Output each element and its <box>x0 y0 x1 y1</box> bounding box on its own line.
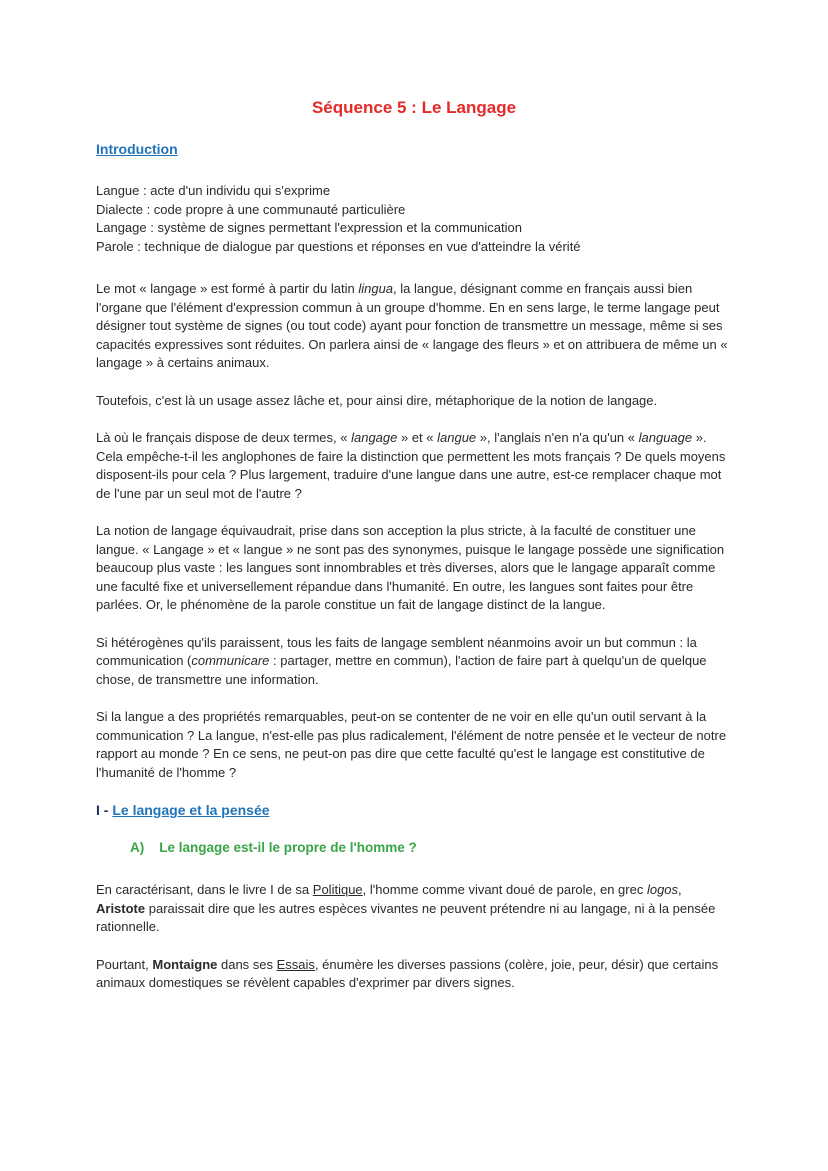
text-run: communicare <box>191 653 270 668</box>
text-run: La notion de langage équivaudrait, prise dans son acception la plus stricte, à la faculté de constituer une langue. « Langage » et « langue » ne sont pas des synonymes, puisque le langage possède une signification beaucoup plus vaste : les langues sont innombrables et très diverses, alors que le langage apparaît comme une faculté fixe et universellement répandue dans l'humanité. En outre, les langues sont faites pour être parlées. Or, le phénomène de la parole constitue un fait de langage distinct de la langue. <box>96 523 728 612</box>
paragraph-montaigne <box>96 956 732 993</box>
text-run: , <box>678 882 686 897</box>
section-number: I - <box>96 802 113 818</box>
text-run: Aristote <box>96 900 146 916</box>
text-run: langage <box>351 430 398 445</box>
text-run: Pourtant, <box>96 956 153 972</box>
text-run: ». Cela empêche-t-il les anglophones de faire la distinction que permettent les mots français ? De quels moyens disposent-ils pour cela ? Plus largement, traduire d'une langue dans une autre, est-ce remplacer chaque mot de l'une par un seul mot de l'autre ? <box>96 430 730 501</box>
text-run: A) Le langage est-il le propre de l'homme ? <box>130 840 417 855</box>
text-run: Introduction <box>96 141 178 157</box>
text-run: , la langue, désignant comme en français aussi bien l'organe que l'élément d'expression commun à un groupe d'homme. En en sens large, le terme langage peut désigner tout système de signes (ou tout code) ayant pour fonction de transmettre un message, même si ses capacités expressives sont réduites. On parlera ainsi de « langage des fleurs » et on attribuera de même un « langage » à certains animaux. <box>96 281 732 370</box>
document-body <box>96 140 732 993</box>
section-heading-1 <box>96 801 732 820</box>
text-run: logos <box>646 882 679 897</box>
definitions-paragraph <box>96 182 732 256</box>
text-run: » et « <box>397 430 438 445</box>
text-run: En caractérisant, dans le livre I de sa <box>96 882 313 897</box>
paragraph-heterogenes <box>96 634 732 690</box>
text-run: langue <box>437 430 477 445</box>
text-run: language <box>638 430 693 445</box>
section-title: Le langage et la pensée <box>112 802 270 818</box>
text-run: Si la langue a des propriétés remarquables, peut-on se contenter de ne voir en elle qu'un outil servant à la communication ? La langue, n'est-elle pas plus radicalement, l'élément de notre pensée et le vecteur de notre rapport au monde ? En ce sens, ne peut-on pas dire que cette faculté qu'est le langage est constitutive de l'humanité de l'homme ? <box>96 709 730 780</box>
text-run: , énumère les diverses passions (colère, joie, peur, désir) que certains animaux domestiques se révèlent capables d'exprimer par divers signes. <box>96 956 722 990</box>
text-run: Langue : acte d'un individu qui s'exprime Dialecte : code propre à une communauté particulière Langage : système de signes permettant l'expression et la communication Parole : technique de dialogue par questions et réponses en vue d'atteindre la vérité <box>96 183 581 254</box>
text-run: Politique <box>312 882 363 897</box>
text-run: dans ses <box>217 956 277 972</box>
text-run: Le mot « langage » est formé à partir du latin <box>96 281 359 296</box>
text-run: , l'homme comme vivant doué de parole, en grec <box>362 882 647 897</box>
text-run: Si hétérogènes qu'ils paraissent, tous les faits de langage semblent néanmoins avoir un but commun : la communication ( <box>96 634 701 668</box>
paragraph-aristote <box>96 881 732 937</box>
text-run: Montaigne <box>152 956 218 972</box>
text-run: : partager, mettre en commun), l'action de faire part à quelqu'un de quelque chose, de transmettre une information. <box>96 653 711 687</box>
text-run: paraissait dire que les autres espèces vivantes ne peuvent prétendre ni au langage, ni à la pensée rationnelle. <box>96 900 719 934</box>
text-run: Là où le français dispose de deux termes, « <box>96 430 352 445</box>
text-run: Toutefois, c'est là un usage assez lâche et, pour ainsi dire, métaphorique de la notion de langage. <box>96 392 658 408</box>
subheading-a <box>96 839 732 857</box>
text-run: », l'anglais n'en n'a qu'un « <box>476 430 639 445</box>
paragraph-notion-de-langage <box>96 522 732 615</box>
paragraph-le-mot-langage <box>96 280 732 373</box>
paragraph-proprietes <box>96 708 732 782</box>
text-run: lingua <box>358 281 394 296</box>
document-title: Séquence 5 : Le Langage <box>311 98 517 117</box>
introduction-heading <box>96 140 732 159</box>
paragraph-francais-anglais <box>96 429 732 503</box>
paragraph-toutefois <box>96 392 732 411</box>
text-run: Essais <box>276 956 315 972</box>
